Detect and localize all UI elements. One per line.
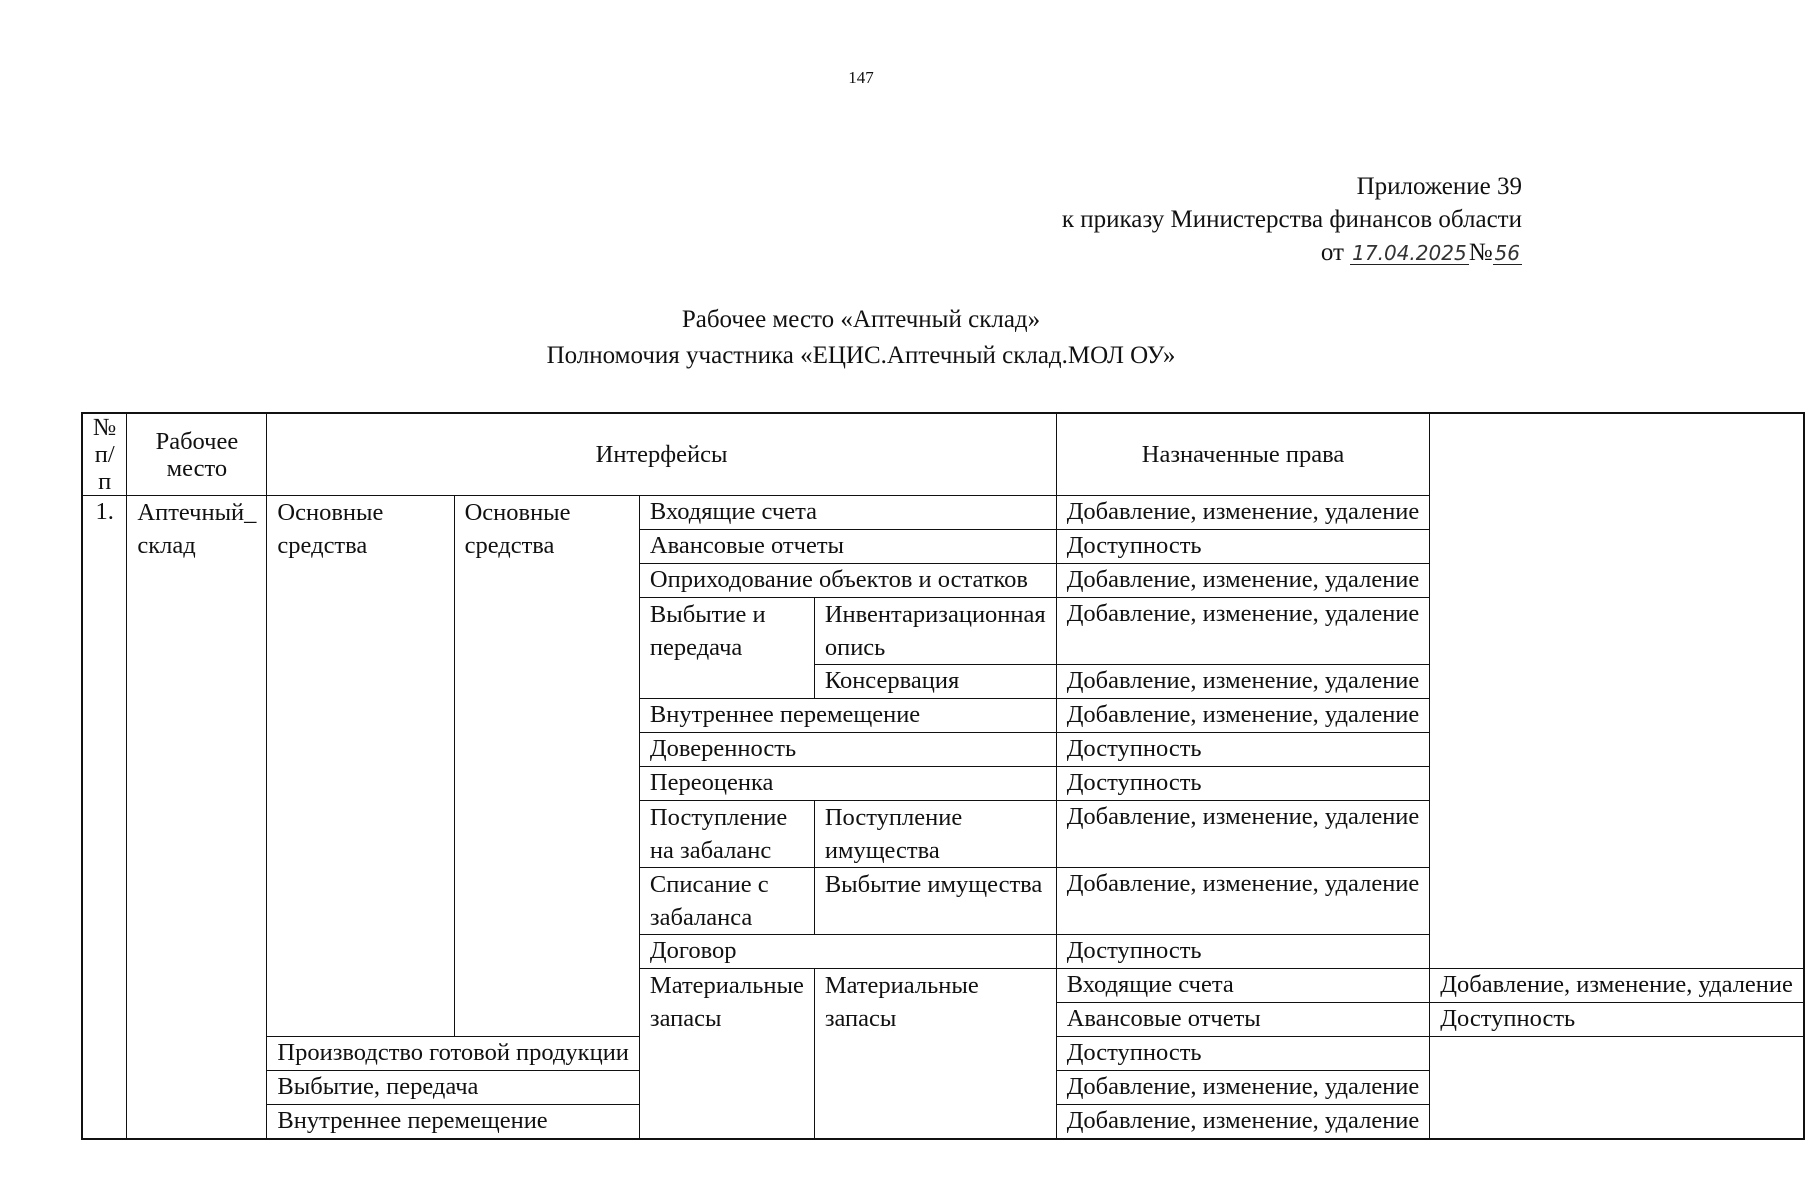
header-workplace: Рабочее место xyxy=(127,413,267,496)
rights-value: Доступность xyxy=(1056,767,1430,801)
document-title xyxy=(0,302,1722,374)
rights-value: Доступность xyxy=(1056,530,1430,564)
rights-value: Добавление, изменение, удаление xyxy=(1056,564,1430,598)
interface-name: Выбытие, передача xyxy=(267,1071,640,1105)
rights-value: Доступность xyxy=(1430,1003,1804,1037)
rights-value: Добавление, изменение, удаление xyxy=(1056,868,1430,935)
header-num: № п/п xyxy=(82,413,127,496)
interface-name: Входящие счета xyxy=(639,496,1056,530)
page-number: 147 xyxy=(848,68,874,87)
header-interfaces: Интерфейсы xyxy=(267,413,1056,496)
rights-value: Доступность xyxy=(1056,1037,1430,1071)
rights-value: Добавление, изменение, удаление xyxy=(1056,1105,1430,1139)
rights-value: Доступность xyxy=(1056,935,1430,969)
interface-name: Авансовые отчеты xyxy=(639,530,1056,564)
number-sign: № xyxy=(1468,239,1493,266)
header-rights: Назначенные права xyxy=(1056,413,1430,496)
appendix-order-ref: к приказу Министерства финансов области xyxy=(1061,206,1522,233)
rights-table xyxy=(81,412,1805,1140)
row-number: 1. xyxy=(82,496,127,1139)
appendix-date-line xyxy=(1062,236,1522,269)
interface-name: Авансовые отчеты xyxy=(1056,1003,1430,1037)
table-row xyxy=(82,496,1804,530)
section-inventory: Материальные запасы xyxy=(639,969,814,1139)
title-workplace: Рабочее место «Аптечный склад» xyxy=(681,306,1041,333)
interface-name: Поступление на забаланс xyxy=(639,801,814,868)
interface-name: Выбытие и передача xyxy=(639,598,814,699)
workplace-cell: Аптечный_ склад xyxy=(127,496,267,1139)
interface-subname: Поступление имущества xyxy=(814,801,1056,868)
date-prefix: от xyxy=(1320,239,1344,266)
interface-name: Внутреннее перемещение xyxy=(639,699,1056,733)
handwritten-date: 17.04.2025 xyxy=(1352,241,1467,265)
rights-value: Добавление, изменение, удаление xyxy=(1056,496,1430,530)
section-fixed-assets: Основные средства xyxy=(267,496,454,1037)
appendix-header xyxy=(1062,170,1522,269)
interface-subname: Выбытие имущества xyxy=(814,868,1056,935)
rights-value: Добавление, изменение, удаление xyxy=(1056,699,1430,733)
rights-value: Добавление, изменение, удаление xyxy=(1056,801,1430,868)
interface-name: Входящие счета xyxy=(1056,969,1430,1003)
interface-name: Внутреннее перемещение xyxy=(267,1105,640,1139)
interface-name: Доверенность xyxy=(639,733,1056,767)
rights-value: Добавление, изменение, удаление xyxy=(1056,1071,1430,1105)
interface-name: Договор xyxy=(639,935,1056,969)
interface-name: Переоценка xyxy=(639,767,1056,801)
subsection-inventory: Материальные запасы xyxy=(814,969,1056,1139)
rights-value: Доступность xyxy=(1056,733,1430,767)
interface-subname: Инвентаризационная опись xyxy=(814,598,1056,665)
appendix-title: Приложение 39 xyxy=(1356,173,1522,200)
rights-value: Добавление, изменение, удаление xyxy=(1056,665,1430,699)
rights-value: Добавление, изменение, удаление xyxy=(1430,969,1804,1003)
title-authority: Полномочия участника «ЕЦИС.Аптечный склад.МОЛ ОУ» xyxy=(546,342,1176,369)
table-header-row xyxy=(82,413,1804,496)
subsection-fixed-assets: Основные средства xyxy=(454,496,639,1037)
interface-name: Списание с забаланса xyxy=(639,868,814,935)
interface-name: Производство готовой продукции xyxy=(267,1037,640,1071)
interface-name: Оприходование объектов и остатков xyxy=(639,564,1056,598)
handwritten-number: 56 xyxy=(1494,241,1520,265)
rights-value: Добавление, изменение, удаление xyxy=(1056,598,1430,665)
interface-subname: Консервация xyxy=(814,665,1056,699)
